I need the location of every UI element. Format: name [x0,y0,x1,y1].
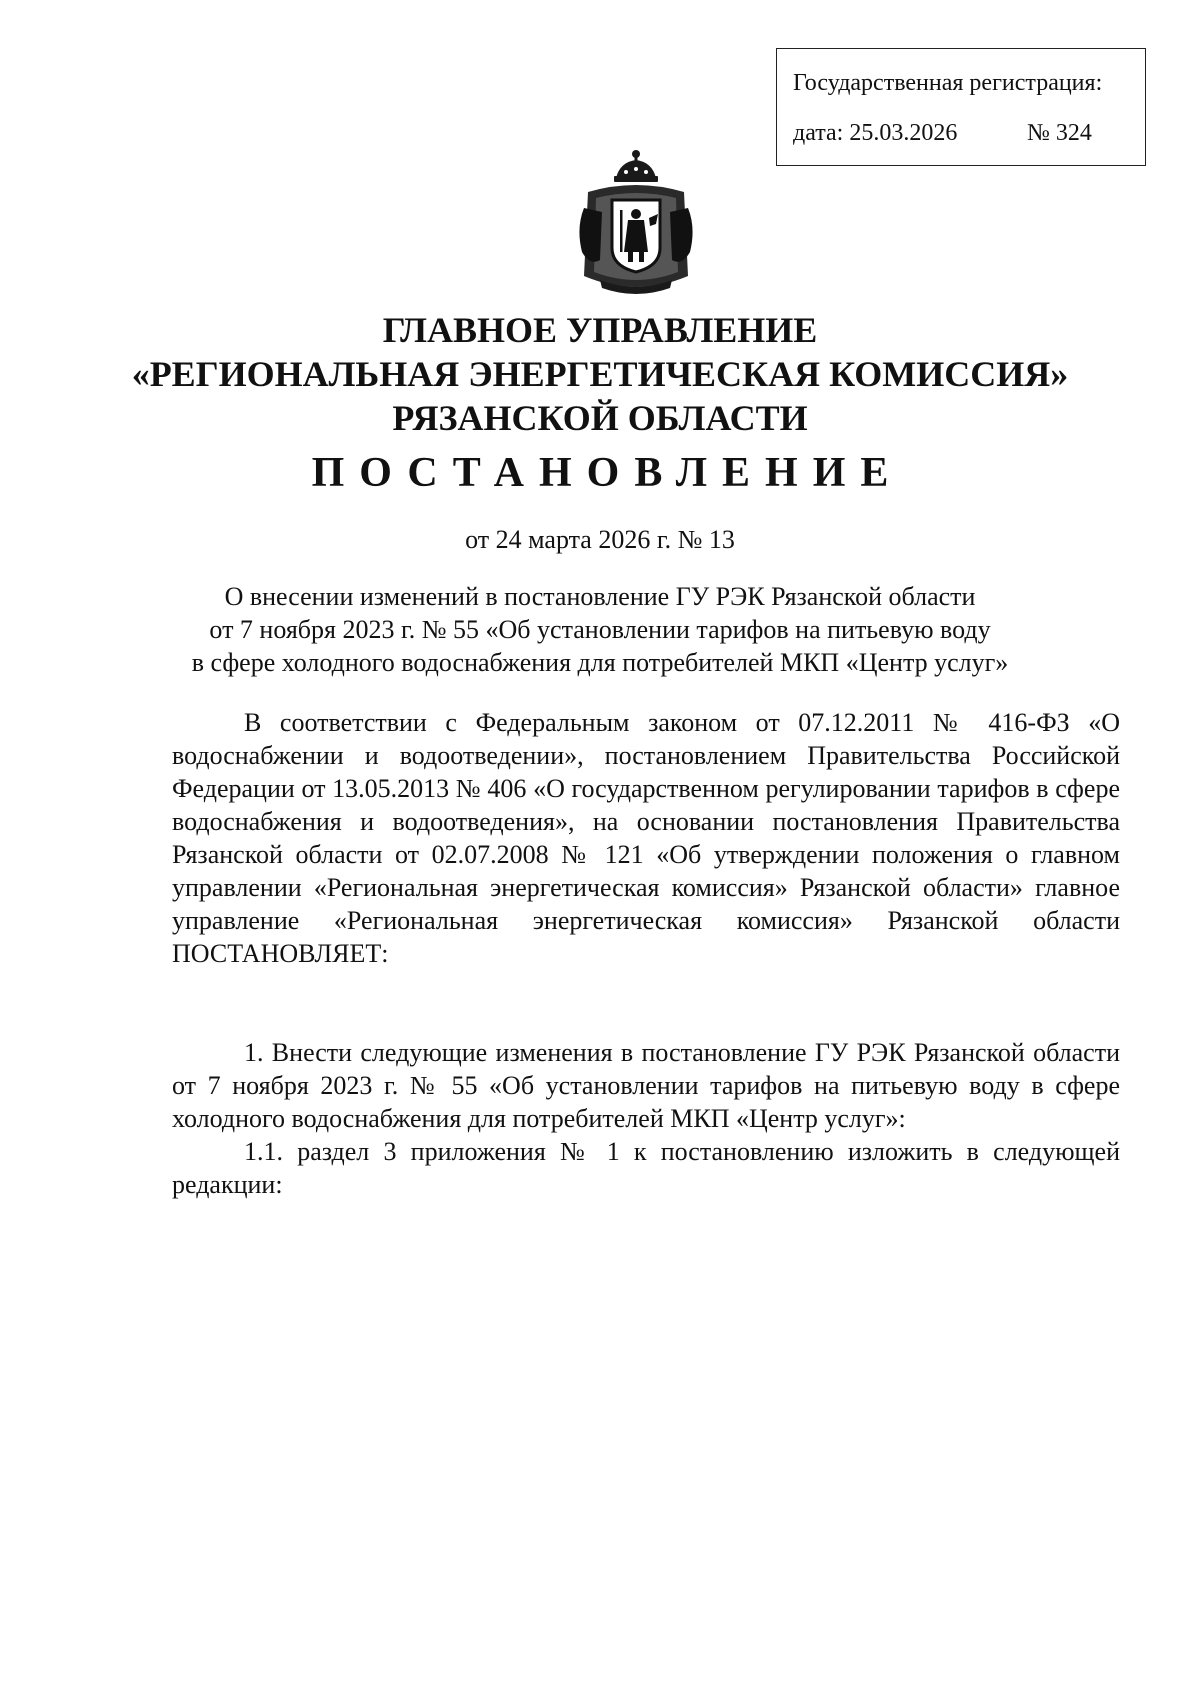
point-1-paragraph: 1. Внести следующие изменения в постановление ГУ РЭК Рязанской области от 7 ноября 2023 г. № 55 «Об установлении тарифов на питьевую воду в сфере холодного водоснабжения для потребителей МКП «Центр услуг»: [172,1038,1120,1133]
preamble-paragraph: В соответствии с Федеральным законом от 07.12.2011 № 416-ФЗ «О водоснабжении и водоотведении», постановлением Правительства Российской Федерации от 13.05.2013 № 406 «О государственном регулировании тарифов в сфере водоснабжения и водоотведения», на основании постановления Правительства Рязанской области от 02.07.2008 № 121 «Об утверждении положения о главном управлении «Региональная энергетическая комиссия» Рязанской области» главное управление «Региональная энергетическая комиссия» Рязанской области ПОСТАНОВЛЯЕТ: [172,708,1120,968]
registration-stamp-box [776,48,1146,166]
organization-name [100,308,1100,440]
ryazan-coat-of-arms-icon [570,148,702,300]
organization-line-3: РЯЗАНСКОЙ ОБЛАСТИ [392,398,808,438]
document-type-heading: ПОСТАНОВЛЕНИЕ [311,450,904,496]
preamble-block [172,706,1120,970]
registration-number: № 324 [1027,120,1092,146]
registration-title: Государственная регистрация: [793,70,1103,96]
document-subject [100,580,1100,679]
subject-line-3: в сфере холодного водоснабжения для потребителей МКП «Центр услуг» [191,648,1009,677]
organization-line-1: ГЛАВНОЕ УПРАВЛЕНИЕ [382,310,818,350]
resolution-points [172,1036,1120,1201]
document-date-number: от 24 марта 2026 г. № 13 [465,525,735,554]
organization-line-2: «РЕГИОНАЛЬНАЯ ЭНЕРГЕТИЧЕСКАЯ КОМИССИЯ» [131,354,1069,394]
subject-line-2: от 7 ноября 2023 г. № 55 «Об установлении тарифов на питьевую воду [209,615,991,644]
point-1-1-paragraph: 1.1. раздел 3 приложения № 1 к постановлению изложить в следующей редакции: [172,1137,1120,1199]
registration-date: дата: 25.03.2026 [793,120,958,146]
subject-line-1: О внесении изменений в постановление ГУ РЭК Рязанской области [224,582,976,611]
